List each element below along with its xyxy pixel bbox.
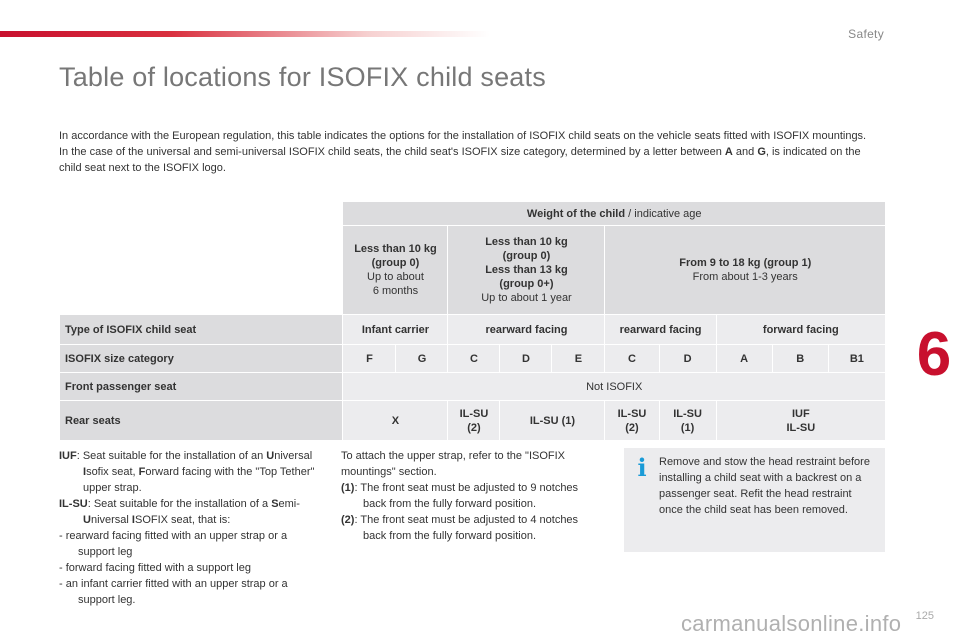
notes-intro: To attach the upper strap, refer to the "ISOFIX mountings" section. [341, 450, 566, 478]
group-age: Up to about [367, 271, 424, 283]
legend-column [59, 448, 317, 608]
intro-paragraph-1: In accordance with the European regulation, this table indicates the options for the installation of ISOFIX child seats on the vehicle seats fitted with ISOFIX mountings. [59, 130, 867, 142]
info-icon: i [637, 453, 647, 482]
watermark: carmanualsonline.info [681, 611, 902, 636]
row-label-rear-seats: Rear seats [60, 401, 343, 441]
group-1-header [605, 226, 886, 315]
size-cell: E [552, 345, 605, 373]
group-0-header [343, 226, 448, 315]
type-cell: rearward facing [448, 315, 605, 345]
row-label-size: ISOFIX size category [60, 345, 343, 373]
intro-text [59, 128, 879, 176]
chapter-tab [908, 316, 960, 394]
notes-column [341, 448, 603, 544]
table-corner-blank [60, 226, 343, 315]
chapter-number: 6 [916, 320, 952, 389]
group-line: From 9 to 18 kg (group 1) [679, 257, 812, 269]
size-cell: B1 [828, 345, 885, 373]
legend-list-item: - an infant carrier fitted with an upper strap or a support leg. [59, 578, 288, 606]
rear-cell: X [343, 401, 448, 441]
group-age: 6 months [372, 285, 419, 297]
page-title: Table of locations for ISOFIX child seats [59, 62, 546, 92]
legend-text: niversal [274, 450, 313, 462]
page-number: 125 [915, 610, 934, 622]
group-age: Up to about 1 year [481, 292, 572, 304]
rear-cell: IL-SU (1) [500, 401, 605, 441]
weight-header-suffix: / indicative age [625, 207, 702, 220]
weight-header-bold: Weight of the child [526, 207, 626, 220]
isofix-table [59, 201, 886, 441]
legend-text: SOFIX seat, that is: [134, 514, 231, 526]
info-box [624, 448, 885, 552]
group-line: (group 0) [371, 257, 420, 269]
legend-list-item: - rearward facing fitted with an upper strap or a support leg [59, 530, 288, 558]
legend-initial: I [83, 466, 87, 478]
size-cell: G [396, 345, 448, 373]
group-0plus-header [448, 226, 605, 315]
intro-letter-g: G [757, 146, 766, 158]
group-line: (group 0+) [499, 278, 554, 290]
size-cell: D [500, 345, 552, 373]
group-line: Less than 10 kg [354, 243, 437, 255]
group-line: (group 0) [502, 250, 551, 262]
row-label-type: Type of ISOFIX child seat [60, 315, 343, 345]
legend-text: orward facing with the "Top Tether" upper strap. [83, 466, 315, 494]
legend-text: : Seat suitable for the installation of a [87, 498, 272, 510]
intro-paragraph-2 [59, 144, 879, 176]
intro-text-run: and [732, 146, 758, 158]
legend-iuf [59, 448, 317, 496]
type-cell: Infant carrier [343, 315, 448, 345]
size-cell: C [605, 345, 659, 373]
note-key: (1) [341, 482, 355, 494]
legend-initial: U [266, 450, 275, 462]
note-text: : The front seat must be adjusted to 4 notches back from the fully forward position. [354, 514, 579, 542]
intro-letter-a: A [724, 146, 733, 158]
rear-cell: IUF IL-SU [716, 401, 885, 441]
size-cell: F [343, 345, 396, 373]
info-text: Remove and stow the head restraint before installing a child seat with a backrest on a passenger seat. Refit the head restraint once the child seat has been removed. [659, 456, 870, 516]
row-label-front-seat: Front passenger seat [60, 373, 343, 401]
table-corner-blank [60, 202, 343, 226]
rear-cell: IL-SU (2) [448, 401, 500, 441]
rear-cell: IL-SU (2) [605, 401, 659, 441]
note-2 [341, 512, 603, 544]
weight-header [343, 202, 886, 226]
legend-text: niversal [90, 514, 132, 526]
legend-key: IUF [59, 450, 77, 462]
legend-initial: I [131, 514, 135, 526]
group-age: From about 1-3 years [692, 271, 798, 283]
rear-cell: IL-SU (1) [659, 401, 716, 441]
size-cell: C [448, 345, 500, 373]
type-cell: rearward facing [605, 315, 716, 345]
legend-ilsu [59, 496, 317, 528]
note-key: (2) [341, 514, 355, 526]
intro-text-run: , is indicated on the child seat next to the ISOFIX logo. [59, 146, 861, 174]
group-line: Less than 10 kg [485, 236, 568, 248]
size-cell: B [772, 345, 828, 373]
type-cell: forward facing [716, 315, 885, 345]
legend-initial: F [138, 466, 146, 478]
header-accent-bar [0, 31, 490, 37]
legend-text: sofix seat, [86, 466, 139, 478]
legend-text: : Seat suitable for the installation of an [76, 450, 267, 462]
front-seat-value: Not ISOFIX [343, 373, 886, 401]
legend-initial: S [271, 498, 279, 510]
size-cell: D [659, 345, 716, 373]
size-cell: A [716, 345, 772, 373]
legend-text: emi- [278, 498, 300, 510]
note-1 [341, 480, 603, 512]
group-line: Less than 13 kg [485, 264, 568, 276]
legend-list-item: - forward facing fitted with a support leg [59, 562, 251, 574]
section-name: Safety [848, 27, 884, 41]
legend-key: IL-SU [59, 498, 88, 510]
note-text: : The front seat must be adjusted to 9 notches back from the fully forward position. [354, 482, 579, 510]
legend-initial: U [83, 514, 91, 526]
intro-text-run: In the case of the universal and semi-universal ISOFIX child seats, the child seat's ISOFIX size category, determined by a letter between [59, 146, 725, 158]
